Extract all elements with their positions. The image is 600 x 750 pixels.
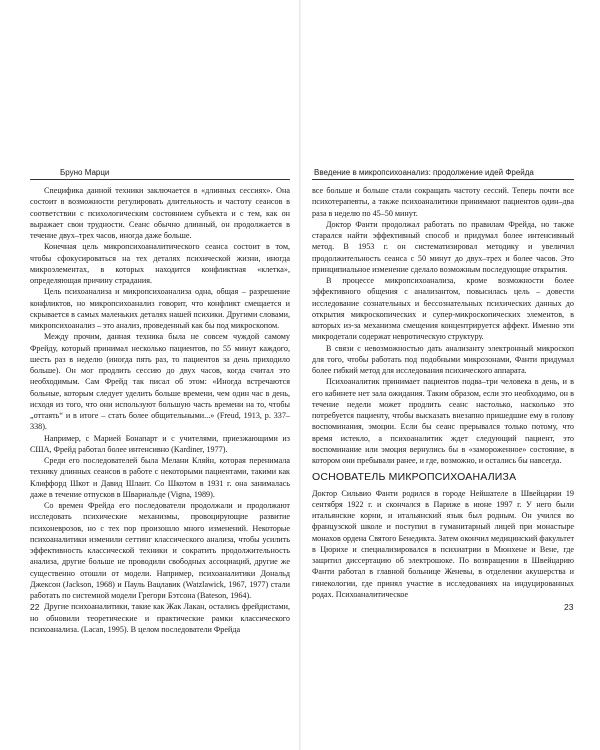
paragraph: Конечная цель микропсихоаналитического сеанса состоит в том, чтобы сфокусироваться на тех деталях психической жизни, иногда микроэлементах, в которых находится конфликтная «клетка», определяющая причину страдания. — [30, 242, 290, 285]
paragraph: Другие психоаналитики, такие как Жак Лакан, остались фрейдистами, но обновили теоретические и практические рамки классического психоанализа. (Lacan, 1995). В целом последователи Фрейда — [30, 602, 290, 634]
paragraph: В связи с невозможностью дать анализанту электронный микроскоп для того, чтобы работать под подобными микрозонами, Фанти придумал более гибкий метод для исследования психического аппарата. — [312, 343, 574, 375]
paragraph: Специфика данной техники заключается в «длинных сессиях». Она состоит в возможности регулировать длительность и частоту сеансов в соответствии с психологическим состоянием субъекта и с тем, как он выражает свои трудности. Сеанс обычно длинный, он продолжается в течение двух–трех часов, иногда даже больше. — [30, 186, 290, 240]
paragraph: Например, с Марией Бонапарт и с учителями, приезжающими из США, Фрейд работал более интенсивно (Kardiner, 1977). — [30, 433, 290, 454]
paragraph: Психоаналитик принимает пациентов подва–три человека в день, и в его кабинете нет зала ожидания. Таким образом, если это необходимо, он в течение недели может продлить сеанс настолько, насколько это потребуется пациенту, чтобы высказать внезапно пришедшие ему в голову воспоминания, эмоции. Если бы сеанс прерывался только потому, что время истекло, а психоаналитик ждет следующий пациент, это воспоминание или эмоция вернулись бы в «замороженное» состояние, в котором они пребывали ранее, и где, возможно, и остались бы навсегда. — [312, 377, 574, 465]
paragraph: Со времен Фрейда его последователи продолжали и продолжают исследовать психические механизмы, провоцирующие развитие психоневрозов, но с тех пор произошло много изменений. Некоторые психоаналитики изменили сеттинг классического анализа, чтобы усилить эффективность классической техники и сократить продолжительность анализа, другие больше не проводили свободных ассоциаций, другие же существенно отошли от модели. Например, психоаналитики Дональд Джексон (Jackson, 1968) и Пауль Вацлавик (Watzlawick, 1967, 1977) стали работать по системной модели Грегори Бэтсона (Bateson, 1964). — [30, 501, 290, 600]
paragraph: Доктор Сильвио Фанти родился в городе Нейшателе в Швейцарии 19 сентября 1922 г. и скончался в Париже в июне 1997 г. У него были итальянские корни, и итальянский язык был родным. Он учился во французской школе и поступил в гуманитарный лицей при монастыре монахов ордена Святого Бенедикта. Затем окончил медицинский факультет в Цюрихе и специализировался в психиатрии в Мюнхене и Вене, где защитил диссертацию об электрошоке. По возвращении в Швейцарию Фанти работал в главной больнице Женевы, в отделении акушерства и гинекологии, где принял участие в исследованиях на индуцированных родах. Психоаналитическое — [312, 488, 574, 599]
right-page — [300, 0, 600, 750]
left-page-body — [30, 185, 290, 635]
paragraph: Между прочим, данная техника была не совсем чуждой самому Фрейду, который принимал несколько пациентов, по 55 минут каждого, шесть раз в неделю (иногда пять раз, то пациентов за день приходило больше). Он мог продлить сессию до двух часов, когда считал это необходимым. Сам Фрейд так писал об этом: «Иногда встречаются больные, которым следует уделить больше времени, чем один час в день, исходя из того, что они используют большую часть времени на то, чтобы „оттаять“ и в итоге – стать более общительными...» (Freud, 1913, р. 337–338). — [30, 332, 290, 432]
paragraph: все больше и больше стали сокращать частоту сессий. Теперь почти все психотерапевты, а также психоаналитики принимают пациентов один–два раза в неделю по 45–50 минут. — [312, 186, 574, 218]
paragraph: Доктор Фанти продолжал работать по правилам Фрейда, но также старался найти эффективный способ и придумал более интенсивный метод. В 1953 г. он систематизировал методику и увеличил продолжительность сеанса с 50 минут до двух–трех и более часов. Это принципиальное изменение сделало возможным последующие открытия. — [312, 219, 574, 274]
paragraph: В процессе микропсихоанализа, кроме возможности более эффективного общения с анализантом, повысилась цель – довести исследование сознательных и бессознательных психических данных до открытия микроскопических и супер-микроскопических элементов, в которых из-за механизма смещения концентрируется аффект. Именно эти микродетали содержат невротическую структуру. — [312, 276, 574, 342]
paragraph: Цель психоанализа и микропсихоанализа одна, общая – разрешение конфликтов, но микропсихоанализ говорит, что конфликт смещается и скрывается в самых маленьких деталях нашей психики. Другими словами, микропсихоанализ – это анализ, проведенный как бы под микроскопом. — [30, 287, 290, 330]
right-page-body — [312, 185, 574, 600]
header-rule — [312, 179, 574, 180]
page-number: 23 — [564, 602, 574, 612]
running-header-author: Бруно Марци — [60, 168, 110, 177]
running-header-title: Введение в микропсихоанализ: продолжение идей Фрейда — [314, 168, 534, 177]
paragraph: Среди его последователей была Мелани Кляйн, которая перенимала технику длинных сеансов в работе с некоторыми пациентами, такими как Клиффорд Шкот и Давид Шлаит. Со Шкотом в 1931 г. она занималась даже в течение отпусков в Швариальде (Vigna, 1989). — [30, 456, 290, 499]
header-rule — [30, 179, 290, 180]
section-heading: ОСНОВАТЕЛЬ МИКРОПСИХОАНАЛИЗА — [312, 471, 517, 484]
page-number: 22 — [30, 602, 40, 612]
